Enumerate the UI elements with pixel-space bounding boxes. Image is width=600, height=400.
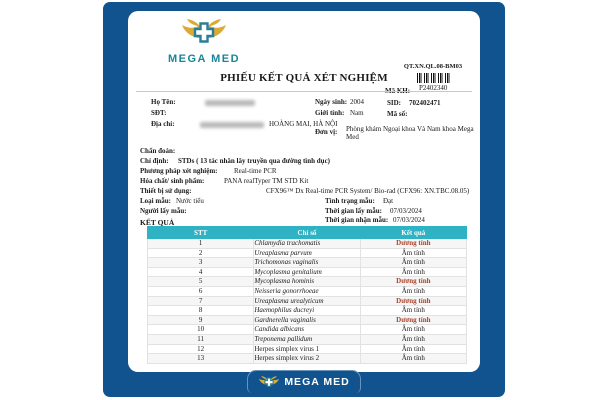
col-stt: STT: [148, 227, 254, 239]
cell-stt: 4: [148, 267, 254, 277]
diagnosis-label: Chẩn đoán:: [140, 147, 176, 155]
received-date: 07/03/2024: [393, 216, 425, 224]
page-title: PHIẾU KẾT QUẢ XÉT NGHIỆM: [220, 72, 388, 84]
received-label: Thời gian nhận mẫu:: [325, 216, 389, 224]
cell-indicator: Neisseria gonorrhoeae: [254, 286, 360, 296]
cell-stt: 9: [148, 315, 254, 325]
sid-value: 702402471: [409, 99, 441, 107]
redacted-patient-name: [205, 100, 255, 106]
sid-label: SID:: [387, 99, 402, 107]
footer-brand-tab: [247, 370, 361, 393]
customer-code-value: P2402340: [419, 84, 448, 92]
brand-name: MEGA MED: [167, 53, 241, 65]
cell-stt: 6: [148, 286, 254, 296]
cell-stt: 3: [148, 258, 254, 268]
cell-result: Dương tính: [360, 296, 466, 306]
cell-result: Dương tính: [360, 239, 466, 249]
header-divider: [136, 91, 472, 92]
table-header-row: [148, 227, 467, 239]
table-row: [148, 277, 467, 287]
table-row: [148, 315, 467, 325]
table-row: [148, 344, 467, 354]
device-label: Thiết bị sử dụng:: [140, 187, 192, 195]
sample-type-label: Loại mẫu:: [140, 197, 171, 205]
barcode: [417, 73, 451, 83]
unit-label: Đơn vị:: [315, 128, 338, 136]
cell-stt: 8: [148, 306, 254, 316]
winged-cross-icon: [180, 17, 228, 47]
indication-label: Chỉ định:: [140, 157, 169, 165]
cell-indicator: Gardnerella vaginalis: [254, 315, 360, 325]
cell-stt: 11: [148, 334, 254, 344]
results-table: [147, 226, 467, 364]
table-row: [148, 354, 467, 364]
collector-label: Người lấy mẫu:: [140, 207, 187, 215]
form-code: QT.XN.QL.08-BM03: [403, 63, 463, 70]
table-row: [148, 267, 467, 277]
collected-label: Thời gian lấy mẫu:: [325, 207, 382, 215]
table-row: [148, 296, 467, 306]
winged-cross-icon: [258, 375, 280, 389]
table-row: [148, 325, 467, 335]
cell-result: Âm tính: [360, 306, 466, 316]
table-row: [148, 334, 467, 344]
code-label: Mã số:: [387, 110, 408, 118]
cell-result: Âm tính: [360, 286, 466, 296]
cell-stt: 5: [148, 277, 254, 287]
patient-address-public: HOÀNG MAI, HÀ NỘI: [269, 120, 338, 128]
cell-result: Âm tính: [360, 334, 466, 344]
method-value: Real-time PCR: [234, 167, 277, 175]
cell-stt: 12: [148, 344, 254, 354]
cell-result: Dương tính: [360, 315, 466, 325]
cell-indicator: Herpes simplex virus 1: [254, 344, 360, 354]
col-indicator: Chỉ số: [254, 227, 360, 239]
patient-address-label: Địa chỉ:: [151, 120, 175, 128]
dob-label: Ngày sinh:: [315, 98, 348, 106]
results-section-title: KẾT QUẢ: [140, 218, 175, 227]
results-table-body: [148, 239, 467, 364]
document-frame: [103, 2, 505, 397]
cell-result: Âm tính: [360, 344, 466, 354]
cell-indicator: Haemophilus ducreyi: [254, 306, 360, 316]
cell-result: Âm tính: [360, 248, 466, 258]
collected-date: 07/03/2024: [390, 207, 422, 215]
table-row: [148, 239, 467, 249]
cell-result: Âm tính: [360, 325, 466, 335]
device-value: CFX96™ Dx Real-time PCR System/ Bio-rad (CFX96: XN.TBC.08.05): [266, 187, 470, 195]
cell-indicator: Mycoplasma hominis: [254, 277, 360, 287]
cell-indicator: Herpes simplex virus 2: [254, 354, 360, 364]
col-result: Kết quả: [360, 227, 466, 239]
table-row: [148, 258, 467, 268]
indication-value: STDs ( 13 tác nhân lây truyền qua đường tình dục): [178, 157, 331, 165]
patient-name-label: Họ Tên:: [151, 98, 176, 106]
cell-stt: 7: [148, 296, 254, 306]
redacted-address: [200, 122, 264, 128]
table-row: [148, 306, 467, 316]
sample-type-value: Nước tiểu: [176, 197, 204, 205]
dob-value: 2004: [350, 98, 364, 106]
cell-indicator: Treponema pallidum: [254, 334, 360, 344]
reagent-label: Hóa chất/ sinh phẩm:: [140, 177, 205, 185]
cell-indicator: Trichomonas vaginalis: [254, 258, 360, 268]
table-row: [148, 286, 467, 296]
document-page: [128, 11, 480, 372]
megamed-logo: [154, 17, 254, 65]
cell-result: Âm tính: [360, 258, 466, 268]
cell-result: Dương tính: [360, 277, 466, 287]
reagent-value: PANA realTyper TM STD Kit: [224, 177, 309, 185]
cell-indicator: Chlamydia trachomatis: [254, 239, 360, 249]
gender-label: Giới tính:: [315, 109, 345, 117]
cell-result: Âm tính: [360, 354, 466, 364]
method-label: Phương pháp xét nghiệm:: [140, 167, 218, 175]
cell-stt: 2: [148, 248, 254, 258]
cell-indicator: Candida albicans: [254, 325, 360, 335]
cell-result: Âm tính: [360, 267, 466, 277]
table-row: [148, 248, 467, 258]
cell-stt: 10: [148, 325, 254, 335]
cell-indicator: Ureaplasma parvum: [254, 248, 360, 258]
cell-stt: 13: [148, 354, 254, 364]
patient-phone-label: SĐT:: [151, 109, 167, 117]
customer-code-label: Mã KH:: [385, 87, 411, 95]
sample-status-value: Đạt: [383, 197, 394, 205]
sample-status-label: Tình trạng mẫu:: [325, 197, 375, 205]
gender-value: Nam: [350, 109, 364, 117]
cell-indicator: Mycoplasma genitalium: [254, 267, 360, 277]
cell-indicator: Ureaplasma urealyticum: [254, 296, 360, 306]
cell-stt: 1: [148, 239, 254, 249]
footer-brand-name: MEGA MED: [284, 376, 350, 388]
unit-value: Phòng khám Ngoại khoa Và Nam khoa Mega Med: [346, 125, 474, 141]
